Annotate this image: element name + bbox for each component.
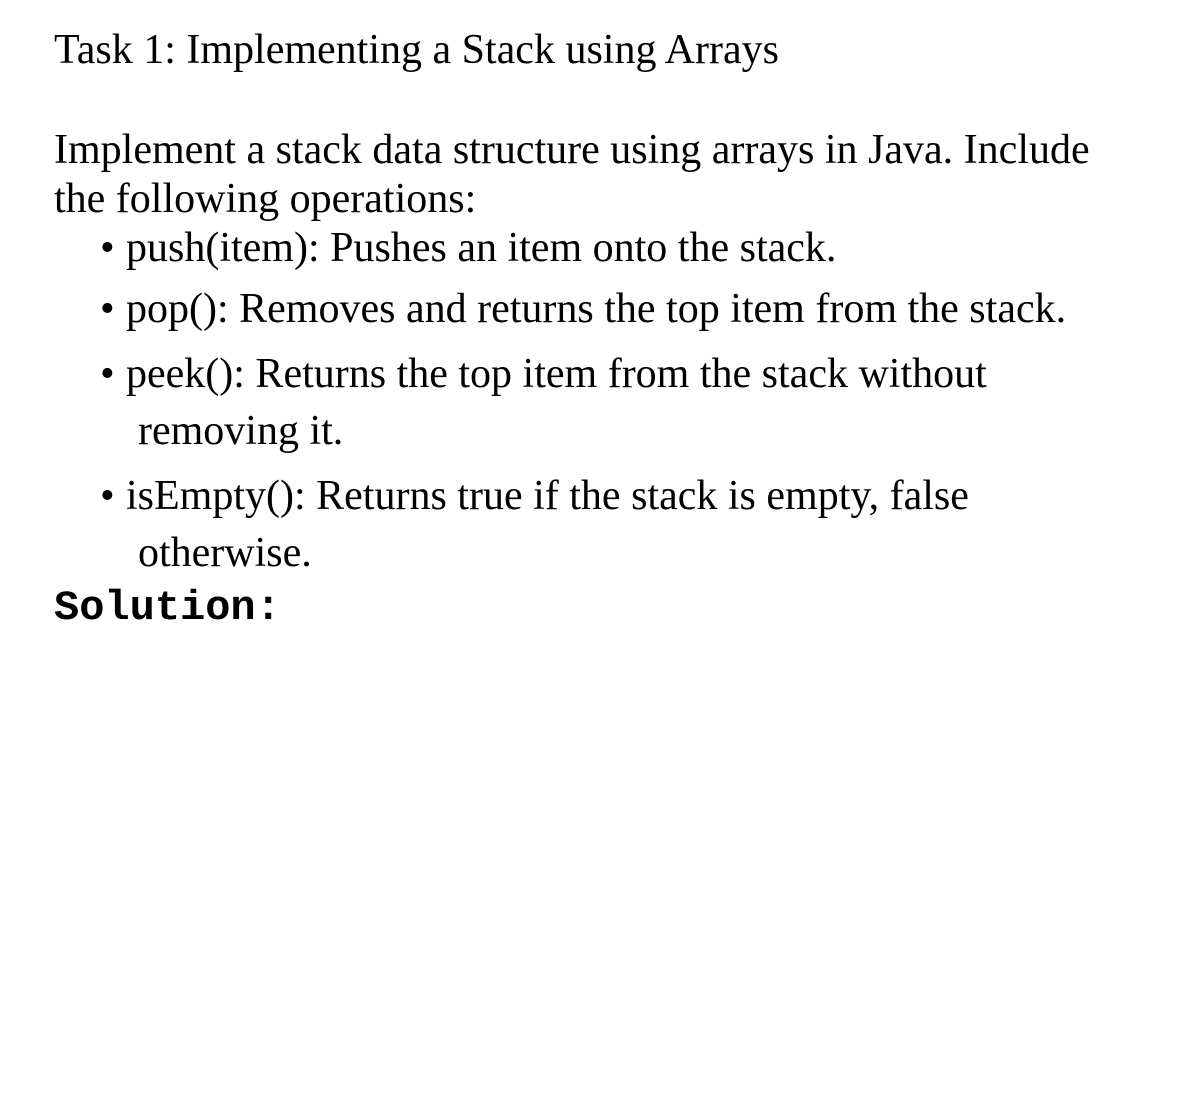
operation-peek-text-continued: removing it. <box>138 408 344 454</box>
operation-peek-text: peek(): Returns the top item from the stack without <box>126 351 987 397</box>
operation-isempty-text: isEmpty(): Returns true if the stack is empty, false <box>126 473 969 519</box>
solution-heading: Solution: <box>54 584 281 632</box>
task-description-line-1: Implement a stack data structure using arrays in Java. Include <box>54 127 1090 173</box>
operation-push <box>100 224 1154 273</box>
document-page <box>54 26 1154 633</box>
task-title: Task 1: Implementing a Stack using Arrays <box>54 27 779 73</box>
operation-push-text: push(item): Pushes an item onto the stack. <box>126 225 837 271</box>
operation-isempty-text-continued: otherwise. <box>138 530 312 576</box>
task-description <box>54 126 1154 224</box>
bullet-icon: • <box>100 351 115 397</box>
task-description-line-2: the following operations: <box>54 176 477 222</box>
operation-isempty <box>100 468 1154 582</box>
operation-pop <box>100 281 1154 338</box>
operation-pop-text: pop(): Removes and returns the top item from the stack. <box>126 286 1067 332</box>
bullet-icon: • <box>100 473 115 519</box>
operation-peek <box>100 346 1154 460</box>
bullet-icon: • <box>100 225 115 271</box>
operations-list <box>54 224 1154 582</box>
bullet-icon: • <box>100 286 115 332</box>
